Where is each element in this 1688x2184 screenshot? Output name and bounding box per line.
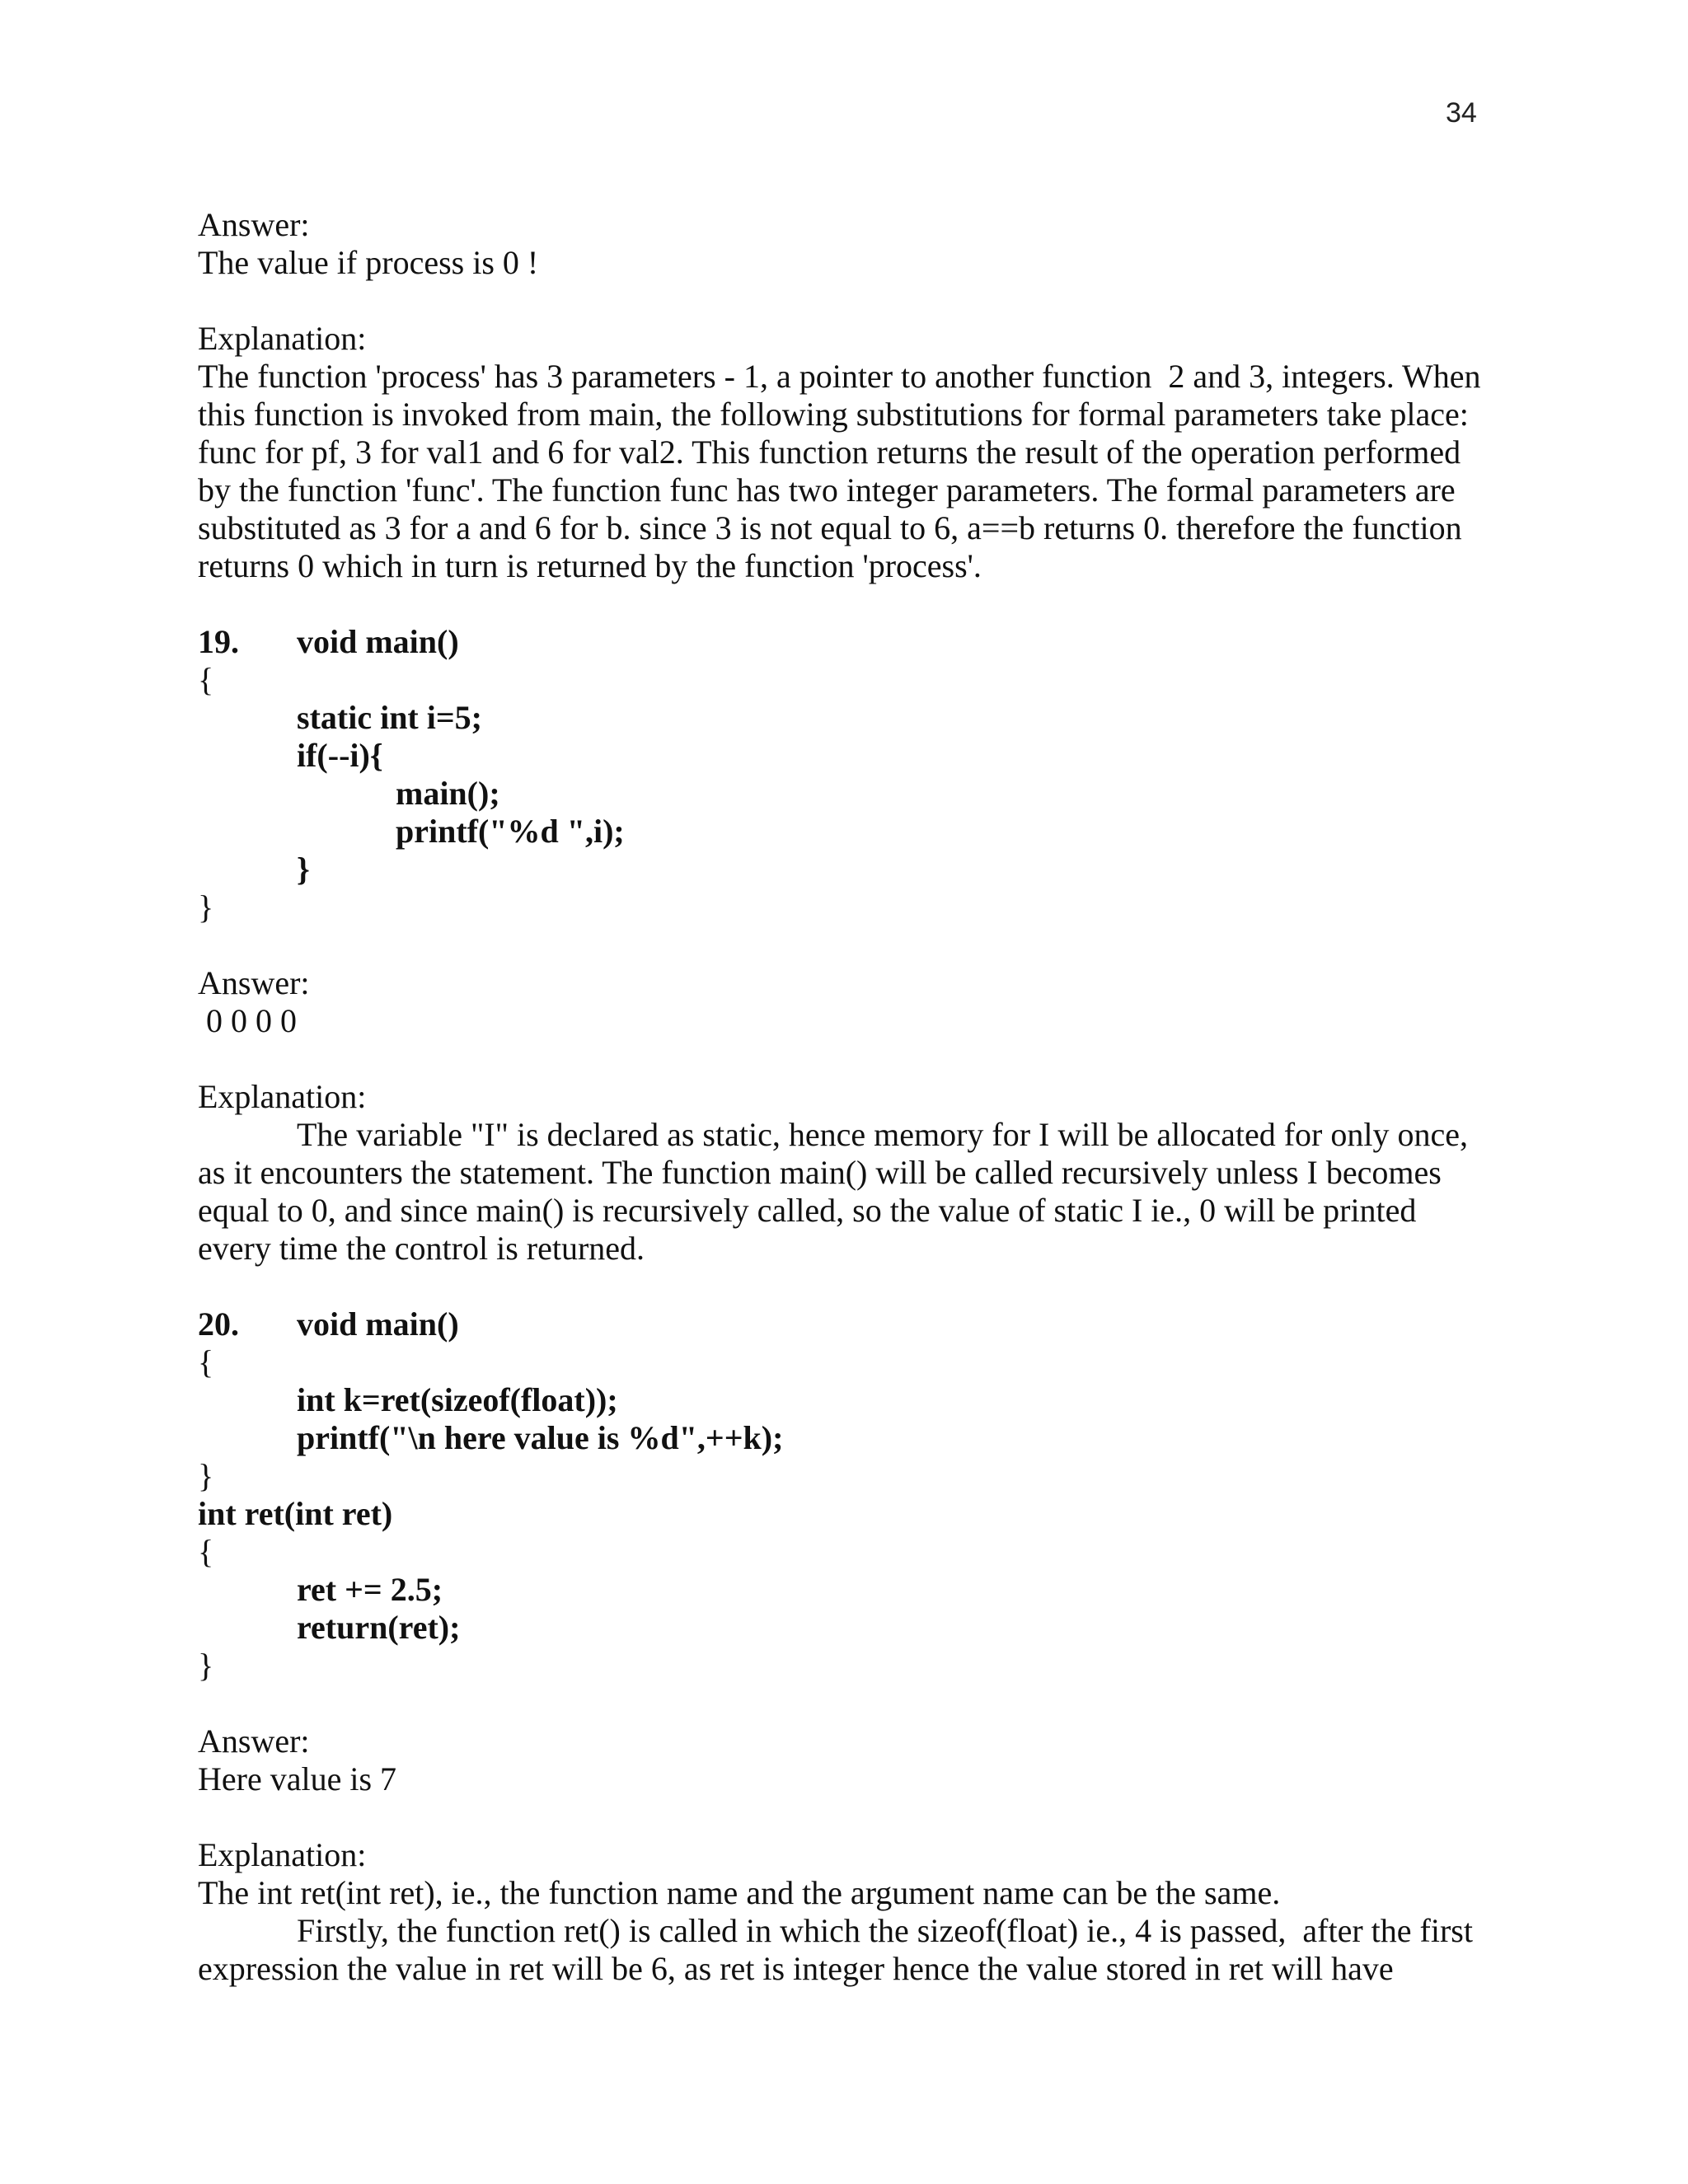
answer-heading: Answer: (198, 1722, 310, 1760)
question-20-code-line: int k=ret(sizeof(float)); (297, 1381, 618, 1418)
question-20-code-line: return(ret); (297, 1609, 461, 1646)
page-content (198, 206, 1508, 1988)
answer-text: 0 0 0 0 (198, 1002, 297, 1039)
question-number: 19. (198, 623, 239, 660)
explanation-line: returns 0 which in turn is returned by the function 'process'. (198, 547, 982, 584)
question-19-code-line: } (297, 851, 310, 888)
explanation-line: every time the control is returned. (198, 1230, 645, 1267)
question-19-code-line: static int i=5; (297, 699, 482, 736)
answer-text: The value if process is 0 ! (198, 244, 539, 281)
explanation-heading: Explanation: (198, 320, 367, 357)
explanation-line: Firstly, the function ret() is called in which the sizeof(float) ie., 4 is passed, after the first (297, 1912, 1473, 1949)
answer-heading: Answer: (198, 206, 310, 243)
explanation-line: substituted as 3 for a and 6 for b. since 3 is not equal to 6, a==b returns 0. therefore the function (198, 509, 1462, 546)
explanation-line: this function is invoked from main, the following substitutions for formal parameters take place: (198, 396, 1469, 433)
explanation-line: by the function 'func'. The function func has two integer parameters. The formal parameters are (198, 471, 1456, 509)
question-19-code-line: main(); (396, 775, 500, 812)
answer-heading: Answer: (198, 964, 310, 1001)
question-20-code-line: { (198, 1343, 214, 1380)
explanation-line: The variable "I" is declared as static, hence memory for I will be allocated for only once, (297, 1116, 1468, 1153)
code-text: void main() (297, 1305, 459, 1343)
question-20-code-line: printf("\n here value is %d",++k); (297, 1419, 784, 1456)
explanation-line: equal to 0, and since main() is recursively called, so the value of static I ie., 0 will be printed (198, 1192, 1417, 1229)
explanation-line: as it encounters the statement. The function main() will be called recursively unless I becomes (198, 1154, 1442, 1191)
explanation-line: func for pf, 3 for val1 and 6 for val2. This function returns the result of the operation performed (198, 434, 1461, 471)
question-19-code-line: } (198, 888, 214, 926)
question-19-code-line: if(--i){ (297, 737, 383, 774)
question-19-code-line: { (198, 661, 214, 698)
question-19-code-line: printf("%d ",i); (396, 813, 625, 850)
explanation-line: The function 'process' has 3 parameters - 1, a pointer to another function 2 and 3, integers. When (198, 358, 1481, 395)
question-20-code-line (198, 1305, 1508, 1343)
code-text: void main() (297, 623, 459, 660)
question-19-code-line (198, 623, 1508, 661)
question-20-code-line: } (198, 1457, 214, 1494)
question-20-code-line: int ret(int ret) (198, 1495, 393, 1532)
answer-text: Here value is 7 (198, 1760, 397, 1797)
question-20-code-line: { (198, 1533, 214, 1570)
explanation-line: expression the value in ret will be 6, as ret is integer hence the value stored in ret will have (198, 1950, 1394, 1987)
explanation-heading: Explanation: (198, 1078, 367, 1115)
explanation-heading: Explanation: (198, 1836, 367, 1873)
question-number: 20. (198, 1305, 239, 1343)
question-20-code-line: ret += 2.5; (297, 1571, 443, 1608)
explanation-line: The int ret(int ret), ie., the function name and the argument name can be the same. (198, 1874, 1281, 1911)
question-20-code-line: } (198, 1647, 214, 1684)
page-number: 34 (1446, 97, 1477, 129)
